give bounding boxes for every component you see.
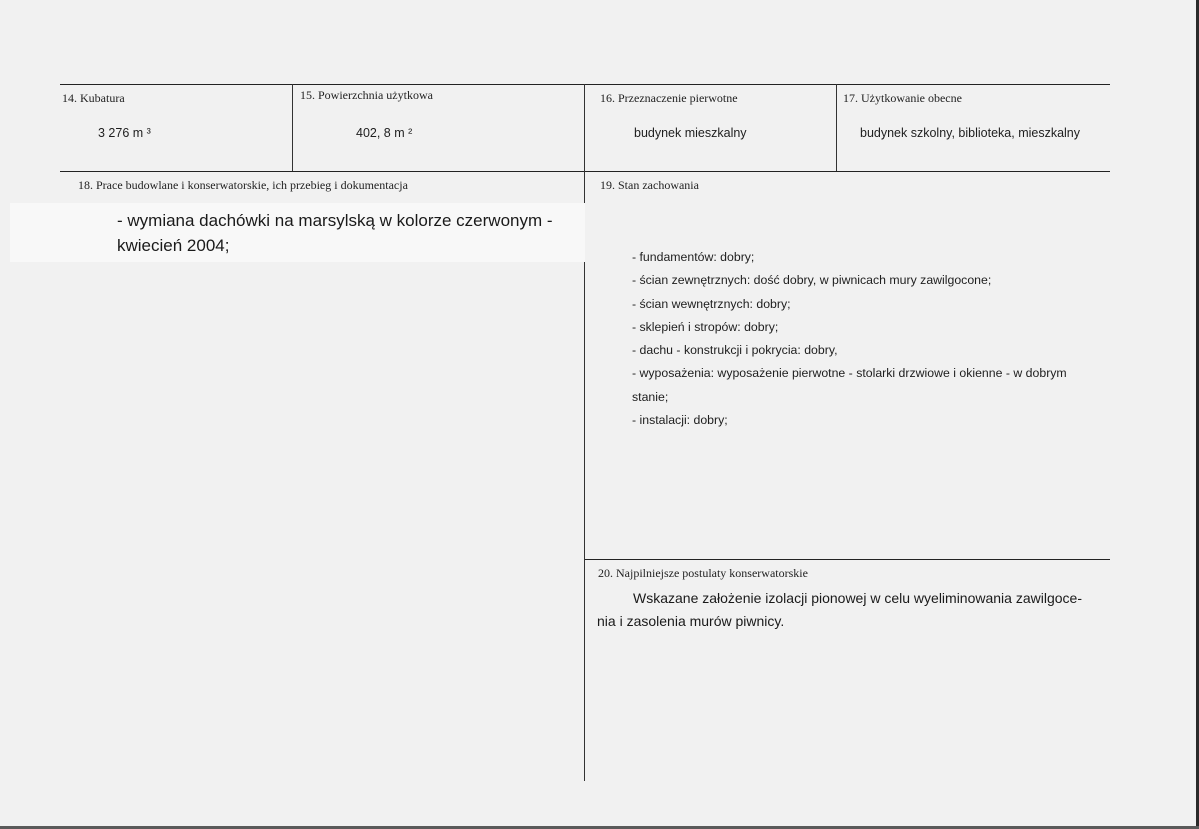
column-divider-3	[836, 84, 837, 171]
field-label: 17. Użytkowanie obecne	[843, 91, 962, 105]
field-label: 15. Powierzchnia użytkowa	[300, 88, 433, 102]
top-rule	[60, 84, 1110, 85]
column-divider-2	[584, 84, 585, 781]
postulate-line: Wskazane założenie izolacji pionowej w celu wyeliminowania zawilgoce-	[633, 590, 1082, 606]
condition-item: - fundamentów: dobry;	[632, 250, 755, 264]
condition-item: - instalacji: dobry;	[632, 413, 728, 428]
field-value: budynek szkolny, biblioteka, mieszkalny	[860, 126, 1081, 140]
postulate-line: nia i zasolenia murów piwnicy.	[597, 613, 785, 629]
condition-item: - dachu - konstrukcji i pokrycia: dobry,	[632, 343, 838, 358]
condition-item: - sklepień i stropów: dobry;	[632, 319, 779, 334]
field-value: 3 276 m ³	[98, 126, 151, 140]
field-label: 14. Kubatura	[62, 91, 125, 105]
field-value: 402, 8 m ²	[356, 126, 413, 140]
field-label: 20. Najpilniejsze postulaty konserwatorskie	[598, 566, 808, 580]
condition-item: - ścian wewnętrznych: dobry;	[632, 296, 791, 311]
field-label: 19. Stan zachowania	[600, 178, 699, 192]
row-divider-rule	[60, 171, 1110, 172]
field-label: 18. Prace budowlane i konserwatorskie, ich przebieg i dokumentacja	[78, 178, 408, 192]
work-line: kwiecień 2004;	[117, 236, 230, 255]
field-label: 16. Przeznaczenie pierwotne	[600, 91, 738, 105]
condition-item: stanie;	[632, 389, 669, 404]
work-line: - wymiana dachówki na marsylską w kolorze czerwonym -	[117, 211, 553, 230]
condition-list	[632, 246, 1102, 432]
condition-item: - ścian zewnętrznych: dość dobry, w piwnicach mury zawilgocone;	[632, 273, 992, 288]
column-divider-1	[292, 84, 293, 171]
section-20-rule	[584, 559, 1110, 560]
condition-item: - wyposażenia: wyposażenie pierwotne - stolarki drzwiowe i okienne - w dobrym	[632, 366, 1067, 381]
field-value: budynek mieszkalny	[634, 126, 747, 140]
